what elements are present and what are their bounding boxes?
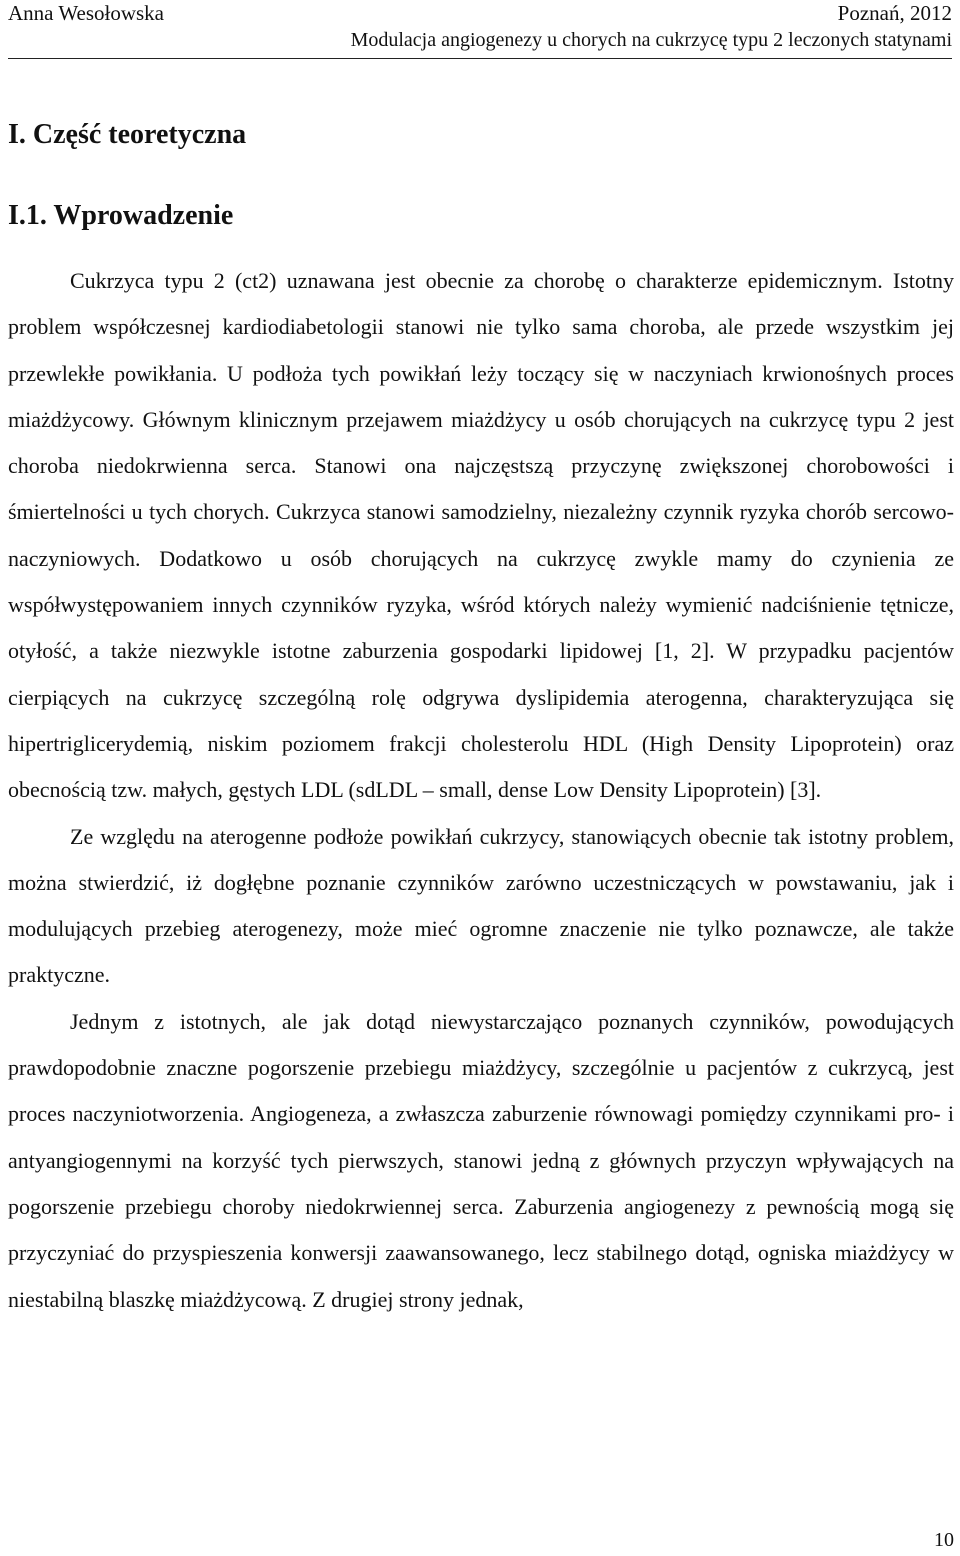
body-text	[8, 258, 954, 1323]
header-top-row	[8, 0, 952, 26]
page-number: 10	[934, 1529, 954, 1551]
subsection-title: I.1. Wprowadzenie	[8, 200, 234, 231]
header-divider	[8, 58, 952, 59]
page-header	[8, 0, 952, 54]
header-thesis-title: Modulacja angiogenezy u chorych na cukrzycę typu 2 leczonych statynami	[350, 29, 952, 51]
header-author: Anna Wesołowska	[8, 1, 164, 25]
header-place-year: Poznań, 2012	[837, 1, 952, 25]
section-title: I. Część teoretyczna	[8, 119, 247, 150]
paragraph: Ze względu na aterogenne podłoże powikłań cukrzycy, stanowiących obecnie tak istotny problem, można stwierdzić, iż dogłębne poznanie czynników zarówno uczestniczących w powstawaniu, jak i modulujących przebieg aterogenezy, może mieć ogromne znaczenie nie tylko poznawcze, ale także praktyczne.	[8, 823, 954, 988]
paragraph: Jednym z istotnych, ale jak dotąd niewystarczająco poznanych czynników, powodujących prawdopodobnie znaczne pogorszenie przebiegu miażdżycy, szczególnie u pacjentów z cukrzycą, jest proces naczyniotworzenia. Angiogeneza, a zwłaszcza zaburzenie równowagi pomiędzy czynnikami pro- i antyangiogennymi na korzyść tych pierwszych, stanowi jedną z głównych przyczyn wpływających na pogorszenie przebiegu choroby niedokrwiennej serca. Zaburzenia angiogenezy z pewnością mogą się przyczyniać do przyspieszenia konwersji zaawansowanego, lecz stabilnego dotąd, ogniska miażdżycy w niestabilną blaszkę miażdżycową. Z drugiej strony jednak,	[8, 1008, 954, 1312]
paragraph: Cukrzyca typu 2 (ct2) uznawana jest obecnie za chorobę o charakterze epidemicznym. Istotny problem współczesnej kardiodiabetologii stanowi nie tylko sama choroba, ale przede wszystkim jej przewlekłe powikłania. U podłoża tych powikłań leży toczący się w naczyniach krwionośnych proces miażdżycowy. Głównym klinicznym przejawem miażdżycy u osób chorujących na cukrzycę typu 2 jest choroba niedokrwienna serca. Stanowi ona najczęstszą przyczynę zwiększonej chorobowości i śmiertelności u tych chorych. Cukrzyca stanowi samodzielny, niezależny czynnik ryzyka chorób sercowo-naczyniowych. Dodatkowo u osób chorujących na cukrzycę zwykle mamy do czynienia ze współwystępowaniem innych czynników ryzyka, wśród których należy wymienić nadciśnienie tętnicze, otyłość, a także niezwykle istotne zaburzenia gospodarki lipidowej [1, 2]. W przypadku pacjentów cierpiących na cukrzycę szczególną rolę odgrywa dyslipidemia aterogenna, charakteryzująca się hipertriglicerydemią, niskim poziomem frakcji cholesterolu HDL (High Density Lipoprotein) oraz obecnością tzw. małych, gęstych LDL (sdLDL – small, dense Low Density Lipoprotein) [3].	[8, 268, 954, 803]
header-title-row	[8, 26, 952, 54]
